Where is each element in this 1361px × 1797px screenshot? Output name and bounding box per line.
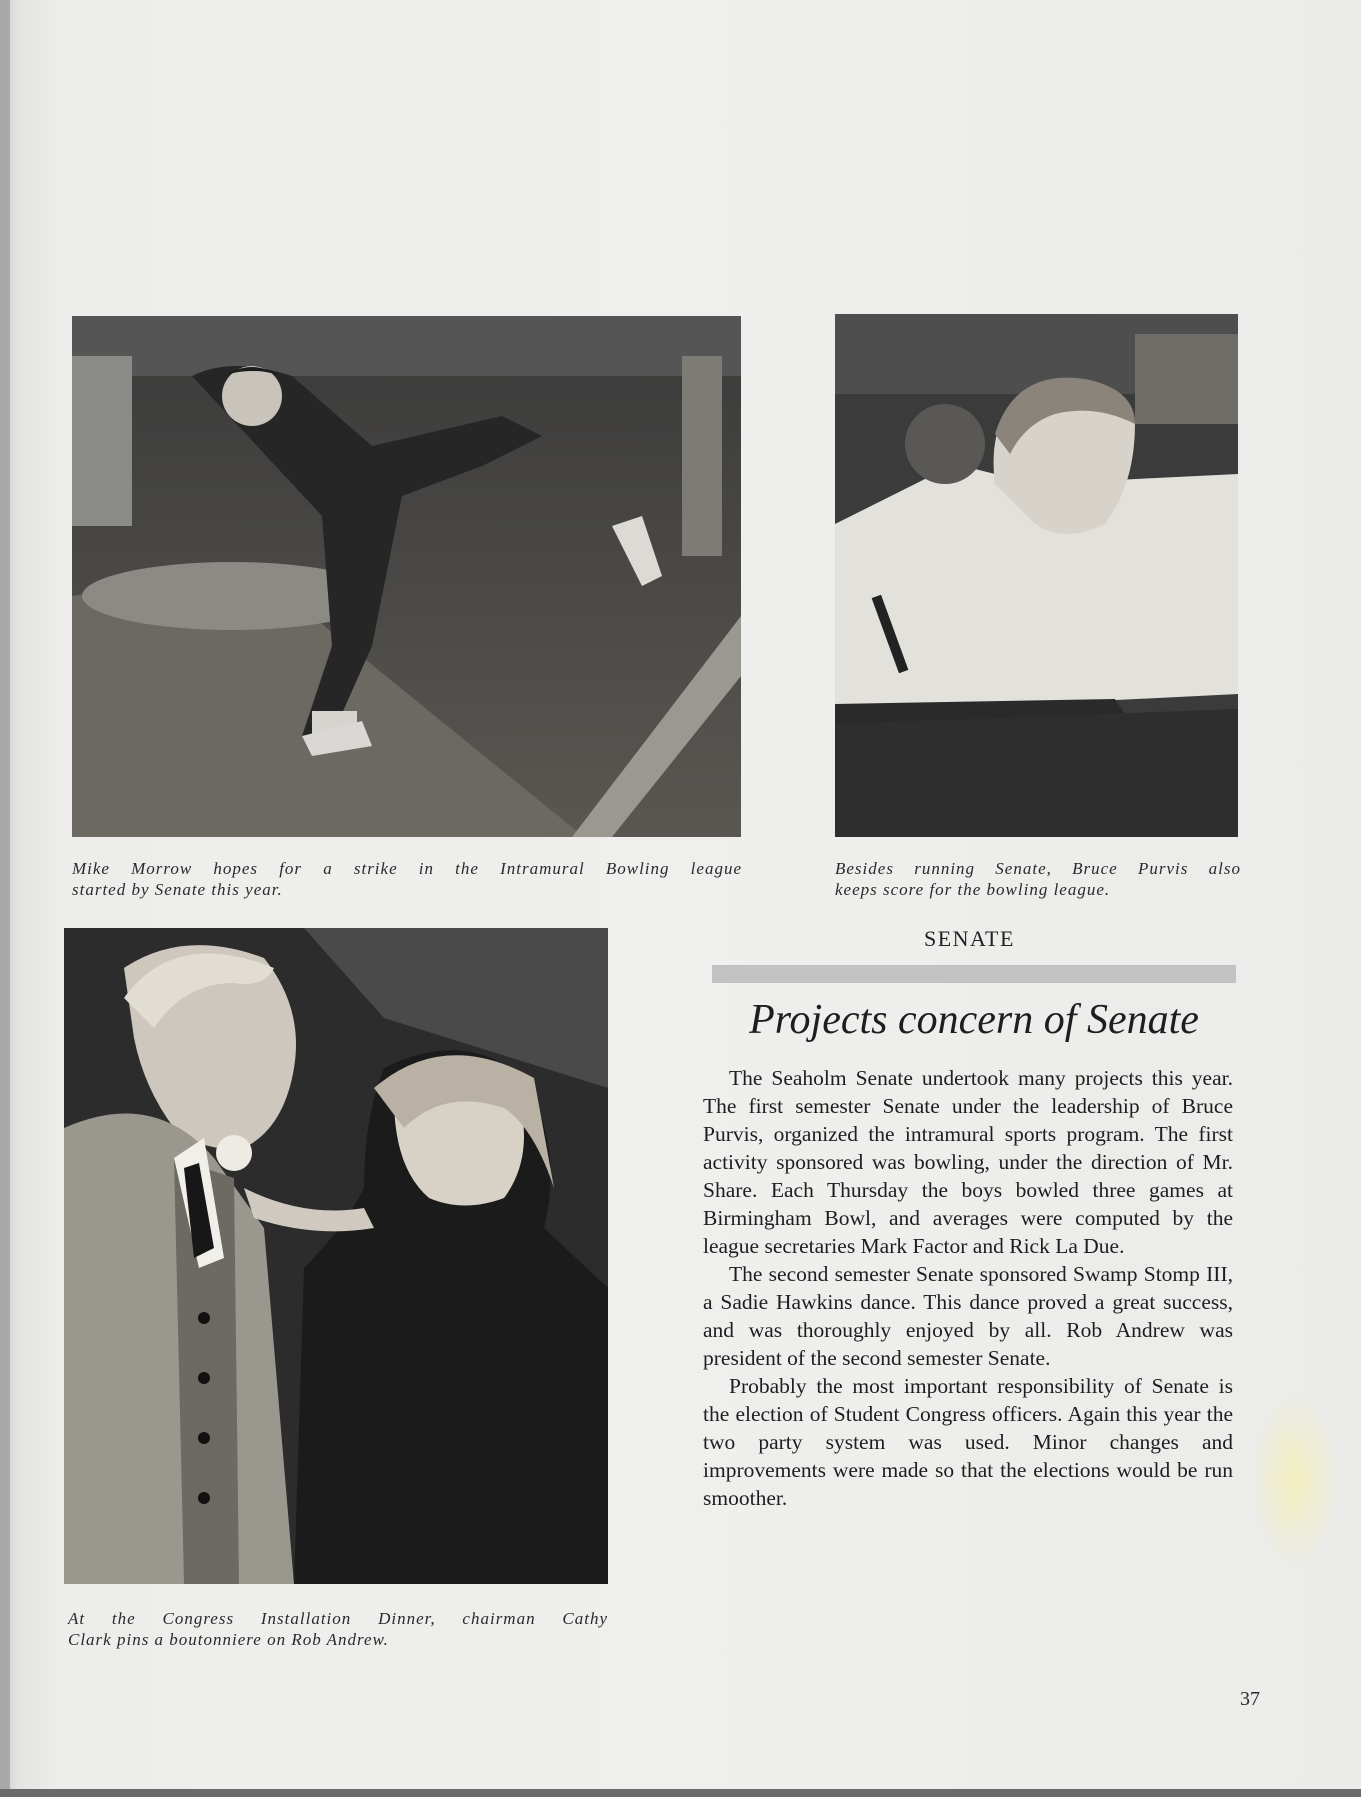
article-body (703, 1064, 1233, 1512)
caption-line: Clark pins a boutonniere on Rob Andrew. (68, 1630, 389, 1649)
paper-stain (1250, 1390, 1340, 1570)
caption-line: Besides running Senate, Bruce Purvis also (835, 859, 1241, 878)
bowling-photo (72, 316, 741, 837)
caption-line: Mike Morrow hopes for a strike in the Intramural Bowling league (72, 859, 742, 878)
scorekeeper-photo-caption (835, 858, 1241, 900)
article-paragraph: The second semester Senate sponsored Swamp Stomp III, a Sadie Hawkins dance. This dance proved a great success, and was thoroughly enjoyed by all. Rob Andrew was president of the second semester Senate. (703, 1262, 1233, 1370)
article-paragraph: Probably the most important responsibility of Senate is the election of Student Congress officers. Again this year the two party system was used. Minor changes and improvements were made so that the elections would be run smoother. (703, 1374, 1233, 1510)
section-label: SENATE (924, 926, 1015, 951)
page-number: 37 (1240, 1688, 1260, 1710)
scorekeeper-photo (835, 314, 1238, 837)
boutonniere-photo (64, 928, 608, 1584)
page-bottom-edge (0, 1789, 1361, 1797)
bowling-photo-caption (72, 858, 742, 900)
article-paragraph: The Seaholm Senate undertook many projects this year. The first semester Senate under the leadership of Bruce Purvis, organized the intramural sports program. The first activity sponsored was bowling, under the direction of Mr. Share. Each Thursday the boys bowled three games at Birmingham Bowl, and averages were computed by the league secretaries Mark Factor and Rick La Due. (703, 1066, 1233, 1258)
section-rule (712, 965, 1236, 983)
page-spine-shadow (0, 0, 10, 1797)
boutonniere-photo-caption (68, 1608, 608, 1650)
caption-line: At the Congress Installation Dinner, chairman Cathy (68, 1609, 608, 1628)
caption-line: keeps score for the bowling league. (835, 880, 1111, 899)
caption-line: started by Senate this year. (72, 880, 283, 899)
article-headline: Projects concern of Senate (749, 997, 1199, 1043)
